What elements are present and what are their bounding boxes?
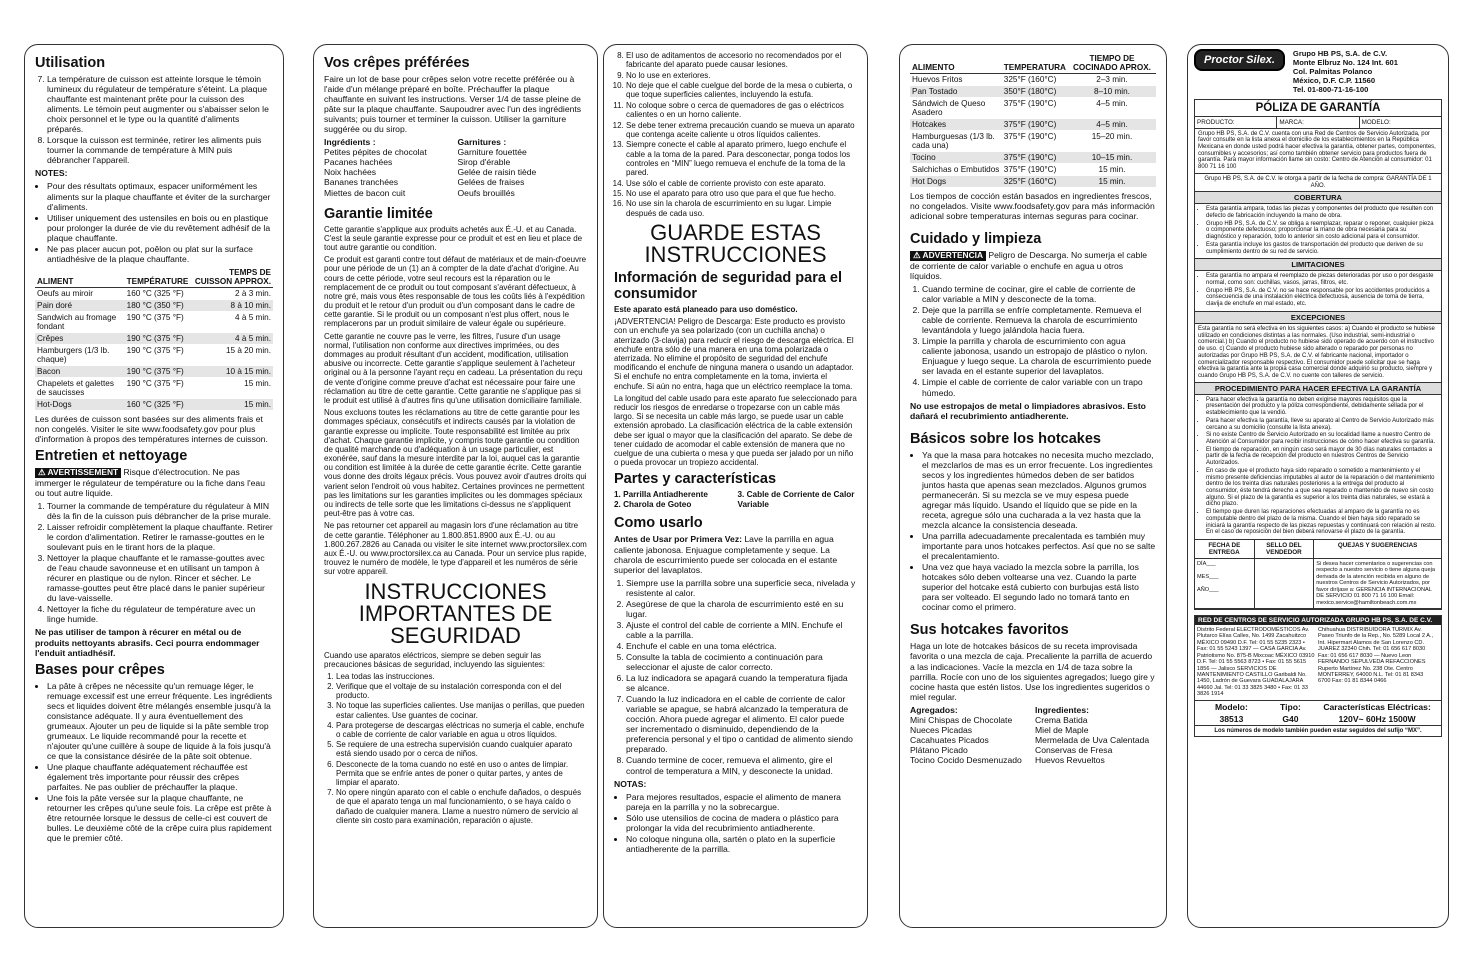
part-item: 1. Parrilla Antiadherente [614,490,708,500]
list-item: 15. No use el aparato para otro uso que para el que fue hecho. [626,189,857,198]
part-item: 3. Cable de Corriente de Calor Variable [737,490,855,509]
list-item: • La pâte à crêpes ne nécessite qu'un remuage léger, le remuage excessif est une erreur fréquente. Les ingrédients secs et liquides doivent être mélangés ensemble jusqu'à la consistance adéquate. Il y aura éventuellement des grumeaux. Ajouter un peu de liquide si la pâte semble trop grumeaux. Le liquide recommandé pour la recette et n'ajouter qu'une cuillère à soupe de liquide à la fois jusqu'à ce que la consistance désirée de la pâte soit obtenue. [47,681,273,761]
cell: 190 °C (375 °F) [125,377,191,398]
table-row [910,176,1156,188]
instr-intro: Cuando use aparatos eléctricos, siempre se deben seguir las precauciones básicas de seguridad, incluyendo las siguientes: [324,650,546,669]
cobertura-list [1198,206,1438,255]
crepes-text: Faire un lot de base pour crêpes selon votre recette préférée ou à l'aide d'un mélange préparé en boîte. Préchauffer la plaque chauffante en suivant les instructions. Verser 1/4 de tasse pleine de pâte sur la plaque chauffante. Saupoudrer avec l'un des ingrédients suivants; puis tourner et terminer la cuisson. Utiliser la garniture suggérée ou du sirop. [324,74,582,135]
list-item: • Une plaque chauffante adéquatement réchauffée est également très importante pour réussir des crêpes parfaites. Ne pas oublier de préchauffer la plaque. [47,762,273,792]
list-item: • Pour des résultats optimaux, espacer uniformément les aliments sur la plaque chauffante et éviter de la surcharger d'aliments. [47,181,273,211]
address-line: Tel. 01-800-71-16-100 [1292,85,1369,95]
panel-french-2 [313,44,598,928]
warning-badge: ⚠ AVERTISSEMENT [35,468,121,478]
service-network [1194,615,1442,737]
list-item: Mermelada de Uva Calentada [1035,734,1150,745]
list-item: Miettes de bacon cuit [324,187,406,198]
warning-badge: ⚠ ADVERTENCIA [910,251,986,261]
notes-label: NOTES: [35,168,68,179]
table-row [35,344,273,365]
field-marca: MARCA: [1277,117,1359,128]
list-item: 7. Cuando la luz indicadora en el cable de corriente de calor variable se apague, se habrá alcanzado la temperatura de cocción. Ahora puede agregar el alimento. El calor puede ser incrementado o disminuido, dependiendo de la preferencia personal y el tipo o cantidad de alimento siendo preparado. [626,694,857,754]
address-line: México, D.F. C.P. 11560 [1292,76,1376,86]
info-paragraph: ¡ADVERTENCIA! Peligro de Descarga: Este producto es provisto con un enchufe ya sea polarizado (con un cuchilla ancha) o aterrizado (3-clavija) para reducir el riesgo de descarga eléctrica. El enchufe entra sólo de una manera en una toma polarizada o aterrizada. No elimine el propósito de seguridad del enchufe modificando el enchufe de ninguna manera o usando un adaptador. Si el enchufe no entra completamente en la toma, invierta el enchufe. Si aún no entra, haga que un eléctrico reemplace la toma. [614,317,854,391]
list-item: 1. Lea todas las instrucciones. [336,672,587,681]
cell: Hotcakes [910,119,1002,131]
garantie-paragraph: Ce produit est garanti contre tout défaut de matériaux et de main-d'oeuvre pour une période de un (1) an à compter de la date d'achat d'origine. Au cours de cette période, votre seul recours est la réparation ou le remplacement de ce produit ou tout composant s'avérant défectueux, à notre gré, mais vous êtes responsable de tous les coûts liés à l'expédition du produit et le retour d'un produit ou d'un composant dans le cadre de cette garantie. Si le produit ou un composant n'est plus offert, nous le remplacerons par un produit similaire de valeur égale ou supérieure. [324,255,587,329]
date-field: AÑO___ [1197,586,1219,593]
excepciones-title: EXCEPCIONES [1195,311,1441,324]
cell: 15 à 20 min. [190,344,273,365]
list-item: • Ne pas placer aucun pot, poêlon ou plat sur la surface antiadhésive de la plaque chauffante. [47,244,273,264]
list-item: 14. Use sólo el cable de corriente provisto con este aparato. [626,179,857,188]
cell: 10–15 min. [1068,152,1156,164]
table-row [35,287,273,299]
type-label: Tipo: [1280,701,1301,712]
list-item: Tocino Cocido Desmenuzado [910,754,1022,765]
cell: 15 min. [1068,164,1156,176]
section-title-basicos: Básicos sobre los hotcakes [910,430,1101,447]
cell: Sándwich de Queso Asadero [910,98,1002,119]
section-title-instrucciones: INSTRUCCIONES IMPORTANTES DE SEGURIDAD [358,578,553,648]
table-row [910,131,1156,152]
list-item: 6. Desconecte de la toma cuando no esté en uso o antes de limpiar. Permita que se enfríe antes de poner o quitar partes, y antes de limpiar el aparato. [336,760,587,788]
list-item: • Una parrilla adecuadamente precalentada es también muy importante para unos hotcakes perfectos. Así que no se salte el precalentamiento. [922,531,1156,561]
product-fields [1195,117,1441,129]
parts-list [614,490,857,509]
entretien-list [35,501,273,625]
warranty-form [1194,99,1442,610]
table-header: TEMPÉRATURE [125,267,191,288]
cell: 160 °C (325 °F) [125,398,191,410]
table-row [910,152,1156,164]
cell: Oeufs au miroir [35,287,125,299]
cell: 4–5 min. [1068,98,1156,119]
list-item: 16. No use sin la charola de escurrimiento en su lugar. Limpie después de cada uso. [626,199,857,218]
cell: 180 °C (350 °F) [125,299,191,311]
panel-french-1 [24,44,284,928]
list-item: Cacahuates Picados [910,734,989,745]
list-item: Mini Chispas de Chocolate [910,714,1013,725]
list-item: • Ya que la masa para hotcakes no necesita mucho mezclado, el mezclarlos de mas es un error frecuente. Los ingredientes secos y los ingredientes húmedos deben de ser batidos juntos hasta que apenas sean mezclados. Algunos grumos permanecerán. Si su mezcla se ve muy espesa puede agregar más líquido. Usando el líquido que se pide en la receta, agregue sólo una cucharada a la vez hasta que la mezcla alcance la consistencia deseada. [922,450,1156,530]
cell: Crêpes [35,332,125,344]
list-item: Huevos Revueltos [1035,754,1105,765]
table-header: ALIMENT [35,267,125,288]
list-item: Crema Batida [1035,714,1088,725]
list-item: 4. Nettoyer la fiche du régulateur de température avec un linge humide. [47,604,273,624]
list-item: • Esta garantía ampara, todas las piezas y componentes del producto que resulten con defecto de fabricación incluyendo la mano de obra. [1206,206,1438,219]
list-item: 9. No lo use en exteriores. [626,71,857,80]
header-sello: SELLO DEL VENDEDOR [1255,540,1315,558]
cell: Huevos Fritos [910,74,1002,86]
section-title-partes: Partes y características [614,471,777,488]
cell: Hamburgers (1/3 lb. chaque) [35,344,125,365]
table-header: TIEMPO DE COCINADO APROX. [1068,53,1156,74]
cell: Chapelets et galettes de saucisses [35,377,125,398]
garantie-paragraph: Ne pas retourner cet appareil au magasin lors d'une réclamation au titre de cette garantie. Téléphoner au 1.800.851.8900 aux É.-U. ou au 1.800.267.2826 au Canada ou visiter le site internet www.proctorsilex.com aux É.-U. ou www.proctorsilex.ca au Canada. Pour un service plus rapide, trouvez le numéro de modèle, le type d'appareil et les numéros de série sur votre appareil. [324,521,587,577]
cooking-table-es [910,53,1156,188]
warning-label: ADVERTENCIA [922,250,984,261]
table-row [35,398,273,410]
list-item: Pacanes hachées [324,157,393,168]
warranty-intro: Grupo HB PS, S.A. de C.V. cuenta con una Red de Centros de Servicio Autorizada, por favor consulte en la lista anexa el domicilio de los establecimientos en la República Mexicana en donde usted podrá hacer efectiva la garantía, obtener partes, componentes, consumibles y accesorios; así como también obtener servicio para productos fuera de garantía. Para mayor información llame sin costo: Centro de Atención al consumidor: 01 800 71 16 100 [1198,130,1436,171]
cuidado-list [910,284,1156,398]
ingredients-columns [324,137,587,197]
cell: 8 à 10 min. [190,299,273,311]
cell: Bacon [35,365,125,377]
cell: 325°F (160°C) [1002,176,1068,188]
garantie-paragraph: Cette garantie s'applique aux produits achetés aux É.-U. et au Canada. C'est la seule garantie expresse pour ce produit et est en lieu et place de tout autre garantie ou condition. [324,224,583,252]
list-item: • Para hacer efectiva la garantía no deben exigirse mayores requisitos que la presentación del producto y la póliza correspondiente, debidamente sellada por el establecimiento que la vendió. [1206,397,1438,417]
cell: 4 à 5 min. [190,311,273,332]
cell: 15 min. [1068,176,1156,188]
cell: Tocino [910,152,1002,164]
panel-spanish-2 [899,44,1167,928]
list-item: Noix hachées [324,167,377,178]
model-header [1195,700,1441,713]
list-item: 2. Asegúrese de que la charola de escurrimiento esté en su lugar. [626,599,857,619]
list-item: • Sólo use utensilios de cocina de madera o plástico para prolongar la vida del recubrimiento antiadherente. [626,813,857,833]
table-row [910,74,1156,86]
service-centers-right: Chihuahua DISTRIBUIDORA TURMIX Av. Paseo Triunfo de la Rep., No. 5289 Local 2 A., Int. Hipermart Alamos de San Lorenzo CD. JUAREZ 32340 Chih. Tel: 01 656 617 8030 Fax: 01 656 617 8030 — Nuevo Leon FERNANDO SEPULVEDA REFACCIONES Ruperto Martínez No. 238 Ote. Centro MONTERREY, 64000 N.L. Tel: 01 81 8343 6700 Fax: 01 81 8344 0466 [1318,627,1434,685]
section-title-info: Información de seguridad para el consumidor [614,270,843,303]
table-note: Los tiempos de cocción están basados en ingredientes frescos, no congelados. Visite www.foodsafety.gov para más información adicional sobre temperaturas internas seguras para cocinar. [910,191,1155,222]
service-network-title: RED DE CENTROS DE SERVICIO AUTORIZADA GRUPO HB PS, S.A. DE C.V. [1195,616,1441,625]
procedimiento-title: PROCEDIMIENTO PARA HACER EFECTIVA LA GARANTÍA [1195,382,1441,395]
table-header: ALIMENTO [910,53,1002,74]
cell: 160 °C (325 °F) [125,287,191,299]
cell: 15 min. [190,398,273,410]
header-quejas: QUEJAS Y SUGERENCIAS [1337,542,1418,550]
table-row [910,119,1156,131]
list-item: 1. Cuando termine de cocinar, gire el cable de corriente de calor variable a MIN y desconecte de la toma. [922,284,1156,304]
list-item: Sirop d'érable [457,157,511,168]
date-field: MES___ [1197,573,1219,580]
cuidado-warning: No use estropajos de metal o limpiadores abrasivos. Esto dañará el recubrimiento antiadherente. [910,400,1146,421]
ingredients-label: Ingrédients : [324,137,376,148]
list-item: 11. No coloque sobre o cerca de quemadores de gas o eléctricos calientes o en un horno caliente. [626,101,857,120]
table-row [35,377,273,398]
list-item: 8. Cuando termine de cocer, remueva el alimento, gire el control de temperatura a MIN, y desconecte la unidad. [626,755,857,775]
list-item: Nueces Picadas [910,724,973,735]
cell: 375°F (190°C) [1002,98,1068,119]
ingredientes-label: Ingredientes: [1035,704,1089,715]
list-item: 2. Deje que la parrilla se enfríe completamente. Remueva el cable de corriente. Remueva la charola de escurrimiento levantándola y luego jalándola hacia fuera. [922,305,1156,335]
cell: 2–3 min. [1068,74,1156,86]
table-header: TEMPERATURA [1002,53,1068,74]
como-intro-label: Antes de Usar por Primera Vez: [614,534,742,545]
list-item: • El tiempo que duren las reparaciones efectuadas al amparo de la garantía no es computable dentro del plazo de la misma. Cuando el bien haya sido reparado se iniciará la garantía respecto de las piezas repuestas y continuará con relación al resto. En el caso de reposición del bien deberá renovarse el plazo de la garantía. [1206,509,1438,536]
list-item: 2. Laisser refroidir complètement la plaque chauffante. Retirer le cordon d'alimentation. Retirer le ramasse-gouttes en le soulevant puis en le tirant hors de la plaque. [47,522,273,552]
warning-text: Peligro de Descarga. No sumerja el cable de corriente de calor variable o enchufe en agua u otros líquidos. [910,250,1148,282]
info-bold: Este aparato está planeado para uso doméstico. [614,305,798,315]
cell: 375°F (190°C) [1002,152,1068,164]
company-address [1293,49,1398,95]
notas-label: NOTAS: [614,778,647,789]
notas-list [614,792,857,854]
table-header: TEMPS DE CUISSON APPROX. [190,267,273,288]
instr-list [324,672,587,825]
favoritos-text: Haga un lote de hotcakes básicos de su receta improvisada favorita o una mezcla de caja. Precaliente la parrilla de acuerdo a las indicaciones. Vacíe la mezcla en 1/4 de taza sobre la parrilla. Rocíe con uno de los siguientes agregados; luego gire y cocine hasta que estén listos. Use los ingredientes sugeridos o miel regular. [910,641,1155,702]
list-item: • Esta garantía incluye los gastos de transportación del producto que deriven de su cumplimiento dentro de su red de servicio. [1206,242,1438,255]
garantie-paragraph: Cette garantie ne couvre pas le verre, les filtres, l'usure d'un usage normal, l'utilisation non conforme aux directives imprimées, ou des dommages au produit résultant d'un accident, modification, utilisation abusive ou incorrecte. Cette garantie s'applique seulement à l'acheteur original ou à la personne l'ayant reçu en cadeau. La présentation du reçu de vente d'origine comme preuve d'achat est nécessaire pour faire une réclamation au titre de cette garantie. Cette garantie ne s'applique pas si le produit est utilisé à d'autres fins qu'une utilisation domiciliaire familiale. [324,331,583,405]
entretien-warning: Ne pas utiliser de tampon à récurer en métal ou de produits nettoyants abrasifs. Ceci pourra endommager l'enduit antiadhésif. [35,627,260,658]
list-item: • En caso de que el producto haya sido reparado o sometido a mantenimiento y el mismo presente deficiencias imputables al autor de la reparación o del mantenimiento dentro de los treinta días naturales posteriores a la entrega del producto al consumidor, éste tendrá derecho a que sea reparado o mantenido de nuevo sin costo alguno. Si el plazo de la garantía es superior a los treinta días naturales, se estará a dicho plazo. [1206,468,1438,508]
list-item: 4. Limpie el cable de corriente de calor variable con un trapo húmedo. [922,377,1156,397]
cell: 375°F (190°C) [1002,119,1068,131]
part-item: 2. Charola de Goteo [614,499,692,509]
garnitures-label: Garnitures : [457,137,507,148]
quejas-text: Si desea hacer comentarios o sugerencias con respecto a nuestro servicio o tiene alguna queja derivada de la atención recibida en alguno de nuestros Centros de Servicio Autorizados, por favor diríjase a: GERENCIA INTERNACIONAL DE SERVICIO 01 800 71 16 100 Email: mexico.service@hamiltonbeach.com.mx [1316,561,1435,606]
utilisation-list [35,74,273,165]
list-item: 10. No deje que el cable cuelgue del borde de la mesa o cubierta, o que toque superficies calientes, incluyendo la estufa. [626,81,857,100]
list-item: Garniture fouettée [457,147,527,158]
date-field: DÍA___ [1197,561,1216,568]
procedimiento-list [1198,397,1438,536]
list-item: 3. No toque las superficies calientes. Use manijas o perillas, que pueden estar calientes. Use guantes de cocinar. [336,701,587,719]
section-title-garantie: Garantie limitée [324,205,433,222]
cell: 2 à 3 min. [190,287,273,299]
agregados-columns [910,705,1156,765]
warranty-otorga: Grupo HB PS, S.A. de C.V. le otorga a partir de la fecha de compra: GARANTÍA DE 1 AÑO. [1195,173,1441,191]
cell: Hot-Dogs [35,398,125,410]
list-item: 1. Siempre use la parrilla sobre una superficie seca, nivelada y resistente al calor. [626,578,857,598]
table-row [910,164,1156,176]
model-value: 38513 [1219,713,1244,724]
section-title-cuidado: Cuidado y limpieza [910,231,1042,248]
list-item: 8. El uso de aditamentos de accesorio no recomendados por el fabricante del aparato puede causar lesiones. [626,51,857,70]
electrical-value: 120V~ 60Hz 1500W [1338,713,1416,724]
section-title-favoritos: Sus hotcakes favoritos [910,622,1069,639]
list-item: 3. Nettoyer la plaque chauffante et le ramasse-gouttes avec de l'eau chaude savonneuse et en utilisant un tampon à récurer en plastique ou de nylon. Rincer et sécher. Le ramasse-gouttes peut être placé dans le panier supérieur du lave-vaisselle. [47,553,273,603]
agregados-label: Agregados: [910,704,958,715]
cell: 4–5 min. [1068,119,1156,131]
list-item: • Grupo HB PS, S.A. de C.V. se obliga a reemplazar, reparar o reponer, cualquier pieza o componente defectuoso; proporcionar la mano de obra necesaria para su diagnóstico y reparación, todo lo anterior sin costo adicional para el consumidor. [1206,221,1438,241]
proctor-silex-logo: Proctor Silex. [1194,49,1285,71]
service-centers [1195,625,1441,700]
cobertura-title: COBERTURA [1195,191,1441,204]
list-item: 13. Siempre conecte el cable al aparato primero, luego enchufe el cable a la toma de la pared. Para desconectar, ponga todos los controles en “MIN” luego remueva el enchufe de la toma de la pared. [626,140,857,177]
address-line: Monte Elbruz No. 124 Int. 601 [1292,58,1398,68]
cell: 325°F (160°C) [1002,74,1068,86]
poliza-title: PÓLIZA DE GARANTÍA [1195,100,1441,117]
cell: Hot Dogs [910,176,1002,188]
list-item: 4. Enchufe el cable en una toma eléctrica. [626,641,857,651]
list-item: • Esta garantía no ampara el reemplazo de piezas deterioradas por uso o por desgaste normal, como son: cuchillas, vasos, jarras, filtros, etc. [1206,273,1438,286]
field-modelo: MODELO: [1361,118,1391,126]
warning-text: Risque d'électrocution. Ne pas immerger le régulateur de température ou la fiche dans l'eau ou tout autre liquide. [35,466,265,498]
list-item: • Une fois la pâte versée sur la plaque chauffante, ne retourner les crêpes qu'une seule fois. La crêpe est prête à être retournée lorsque le dessus de celle-ci est couvert de bulles. Le deuxième côté de la crêpe cuira plus rapidement que le premier côté. [47,793,273,843]
list-item: 1. Tourner la commande de température du régulateur à MIN dès la fin de la cuisson puis débrancher de la prise murale. [47,501,273,521]
cell: 190 °C (375 °F) [125,332,191,344]
service-centers-left: Distrito Federal ELECTRODOMÉSTICOS Av. Plutarco Elías Calles, No. 1499 Zacahuitzco MÉXICO 09490 D.F. Tel: 01 55 5235 2323 • Fax: 01 55 5243 1397 — CASA GARCIA Av. Patriotismo No. 875-B Mixcoac MÉXICO 03910 D.F. Tel: 01 55 5563 8723 • Fax: 01 55 5615 1856 — Jalisco SERVICIOS DE MANTENIMIENTO CASTILLO Garibaldi No. 1450, Ladrón de Guevara GUADALAJARA 44660 Jal. Tel: 01 33 3825 3480 • Fax: 01 33 3826 1914 [1197,627,1315,698]
list-item: 3. Ajuste el control del cable de corriente a MIN. Enchufe el cable a la parrilla. [626,620,857,640]
cell: 15–20 min. [1068,131,1156,152]
panel-spanish-1 [603,44,868,928]
cell: Salchichas o Embutidos [910,164,1002,176]
table-row [910,98,1156,119]
list-item: 12. Se debe tener extrema precaución cuando se mueva un aparato que contenga aceite caliente u otros líquidos calientes. [626,121,857,140]
bases-list [35,681,273,844]
list-item: Oeufs brouillés [457,187,515,198]
limitaciones-title: LIMITACIONES [1195,258,1441,271]
list-item: 5. Se requiere de una estrecha supervisión cuando cualquier aparato está siendo usado por o cerca de niños. [336,740,587,758]
section-title-utilisation: Utilisation [35,55,106,71]
section-title-como: Como usarlo [614,515,703,532]
info-paragraph: La longitud del cable usado para este aparato fue seleccionado para reducir los riesgos de enredarse o tropezarse con un cable más largo. Si se necesita un cable más largo, se puede usar un cable extensión aprobado. La clasificación eléctrica de la cable extensión debe ser igual o mayor que la clasificación del aparato. Se debe de tener cuidado de acomodar el cable extensión de manera que no cuelgue de una cubierta o mesa y que pueda ser jalado por un niño o pueda provocar un tropiezo accidental. [614,393,857,468]
quejas-header [1195,539,1441,559]
list-item: Petites pépites de chocolat [324,147,427,158]
model-footnote: Los números de modelo también pueden estar seguidos del sufijo “MX”. [1195,725,1441,736]
list-item: • Para mejores resultados, espacie el alimento de manera pareja en la parrilla y no la sobrecargue. [626,792,857,812]
cell: 190 °C (375 °F) [125,365,191,377]
field-producto: PRODUCTO: [1195,117,1277,128]
list-item: Bananes tranchées [324,177,399,188]
list-item: 7. No opere ningún aparato con el cable o enchufe dañados, o después de que el aparato tenga un mal funcionamiento, o se haya caído o dañado de cualquier manera. Llame a nuestro número de servicio al cliente sin costo para examinación, reparación o ajuste. [336,788,587,825]
list-item: Gelées de fraises [457,177,525,188]
list-item: 4. Para protegerse de descargas eléctricas no sumerja el cable, enchufe o cable de corriente de calor variable en agua u otros líquidos. [336,721,587,739]
list-item: • Si no existe Centro de Servicio Autorizado en su localidad llame a nuestro Centro de Atención al Consumidor para recibir instrucciones de cómo hacer efectiva su garantía. [1206,432,1438,445]
list-item: Miel de Maple [1035,724,1089,735]
cell: 4 à 5 min. [190,332,273,344]
cooking-table-fr [35,267,273,411]
cell: 375°F (190°C) [1002,131,1068,152]
cell: 190 °C (375 °F) [125,311,191,332]
model-label: Modelo: [1214,701,1248,712]
list-item: Conservas de Fresa [1035,744,1113,755]
section-title-bases: Bases pour crêpes [35,661,165,678]
stamp-area [1255,559,1315,608]
address-line: Col. Palmitas Polanco [1292,67,1373,77]
quejas-body [1195,559,1441,609]
cell: Pain doré [35,299,125,311]
cell: 15 min. [190,377,273,398]
notes-list [35,181,273,263]
list-item: • Utiliser uniquement des ustensiles en bois ou en plastique pour prolonger la durée de vie du revêtement adhésif de la plaque chauffante. [47,213,273,243]
list-item: 5. Consulte la tabla de cocimiento a continuación para seleccionar el ajuste de calor correcto. [626,652,857,672]
cell: Pan Tostado [910,86,1002,98]
garantie-paragraph: Nous excluons toutes les réclamations au titre de cette garantie pour les dommages spéciaux, consécutifs et indirects causés par la violation de garantie expresse ou implicite. Toute responsabilité est limitée au prix d'achat. Chaque garantie implicite, y compris toute garantie ou condition de qualité marchande ou d'adéquation à un usage particulier, est exonérée, sauf dans la mesure interdite par la loi, auquel cas la garantie ou condition est limitée à la durée de cette garantie écrite. Cette garantie vous donne des droits légaux précis. Vous pouvez avoir d'autres droits qui varient selon l'endroit où vous habitez. Certaines provinces ne permettent pas les limitations sur les garanties implicites ou les dommages spéciaux ou indirects de telle sorte que les limitations ci-dessus ne s'appliquent peut-être pas à votre cas. [324,408,587,519]
cell: 350°F (180°C) [1002,86,1068,98]
cell: Hamburguesas (1/3 lb. cada una) [910,131,1002,152]
instr-cont-list [614,51,857,218]
list-item: Plátano Picado [910,744,968,755]
table-row [35,365,273,377]
list-item: • Para hacer efectiva la garantía, lleve su aparato al Centro de Servicio Autorizado más cercano a su domicilio (consulte la lista anexa). [1206,418,1438,431]
cell: 375°F (190°C) [1002,164,1068,176]
list-item: • No coloque ninguna olla, sartén o plato en la superficie antiadherente de la parrilla. [626,834,857,854]
section-title-crepes: Vos crêpes préférées [324,55,470,71]
cell: 190 °C (375 °F) [125,344,191,365]
list-item: 3. Limpie la parrilla y charola de escurrimiento con agua caliente jabonosa, usando un estropajo de plástico o nylon. Enjuague y luego seque. La charola de escurrimiento puede ser lavada en el estante superior del lavaplatos. [922,336,1156,376]
list-item: Gelée de raisin tiède [457,167,537,178]
basicos-list [910,450,1156,613]
table-note: Les durées de cuisson sont basées sur des aliments frais et non congelés. Visiter le site www.foodsafety.gov pour plus d'information à propos des températures internes de cuisson. [35,413,268,444]
limitaciones-list [1198,273,1438,308]
excepciones-text: Esta garantía no será efectiva en los siguientes casos: a) Cuando el producto se hubiese utilizado en condiciones distintas a las normales. (Uso industrial, semi-industrial o comercial.) b) Cuando el producto no hubiese sido operado de acuerdo con el instructivo de uso. c) Cuando el producto hubiese sido alterado o reparado por personas no autorizadas por Grupo HB PS, S.A. de C.V. el fabricante nacional, importador o comercializador responsable respectivo. El consumidor puede solicitar que se haga efectiva la garantía ante la propia casa comercial donde adquirió su producto, siempre y cuando Grupo HB PS, S.A. de C.V. no cuente con talleres de servicio. [1198,325,1435,379]
address-line: Grupo HB PS, S.A. de C.V. [1292,49,1388,58]
cell: 10 à 15 min. [190,365,273,377]
cell: 8–10 min. [1068,86,1156,98]
list-item: • El tiempo de reparación, en ningún caso será mayor de 30 días naturales contados a partir de la fecha de recepción del producto en nuestros Centros de Servicio Autorizados. [1206,447,1438,467]
como-intro: Lave la parrilla en agua caliente jabonosa. Enjuague completamente y seque. La charola de escurrimiento puede ser colocada en el estante superior del lavaplatos. [614,534,838,575]
type-value: G40 [1282,713,1299,724]
list-item: 7. La température de cuisson est atteinte lorsque le témoin lumineux du régulateur de température s'éteint. La plaque chauffante est maintenant prête pour la cuisson des aliments. Le témoin peut augmenter ou s'abaisser selon le choix personnel et le type ou la quantité d'aliments préparés. [47,74,273,134]
table-row [910,86,1156,98]
como-list [614,578,857,776]
list-item: 8. Lorsque la cuisson est terminée, retirer les aliments puis tourner la commande de température à MIN puis débrancher l'appareil. [47,135,273,165]
table-row [35,311,273,332]
list-item: • Una vez que haya vaciado la mezcla sobre la parrilla, los hotcakes sólo deben voltearse una vez. Cuando la parte superior del hotcake está cubierto con burbujas está listo para ser volteado. El segundo lado no tomará tanto en cocinar como el primero. [922,562,1156,612]
list-item: 2. Verifique que el voltaje de su instalación corresponda con el del producto. [336,682,587,700]
list-item: • Grupo HB PS, S.A. de C.V. no se hace responsable por los accidentes producidos a consecuencia de una instalación eléctrica defectuosa, ausencia de toma de tierra, clavija de enchufe en mal estado, etc. [1206,288,1438,308]
section-title-entretien: Entretien et nettoyage [35,447,188,464]
section-title-guarde: GUARDE ESTAS INSTRUCCIONES [644,220,827,268]
warning-label: AVERTISSEMENT [47,466,119,477]
header-fecha: FECHA DE ENTREGA [1195,540,1255,558]
table-row [35,299,273,311]
cell: Sandwich au fromage fondant [35,311,125,332]
electrical-label: Características Eléctricas: [1323,701,1431,712]
table-row [35,332,273,344]
list-item: 6. La luz indicadora se apagará cuando la temperatura fijada se alcance. [626,673,857,693]
model-values [1195,713,1441,725]
panel-warranty-policy [1187,44,1449,928]
